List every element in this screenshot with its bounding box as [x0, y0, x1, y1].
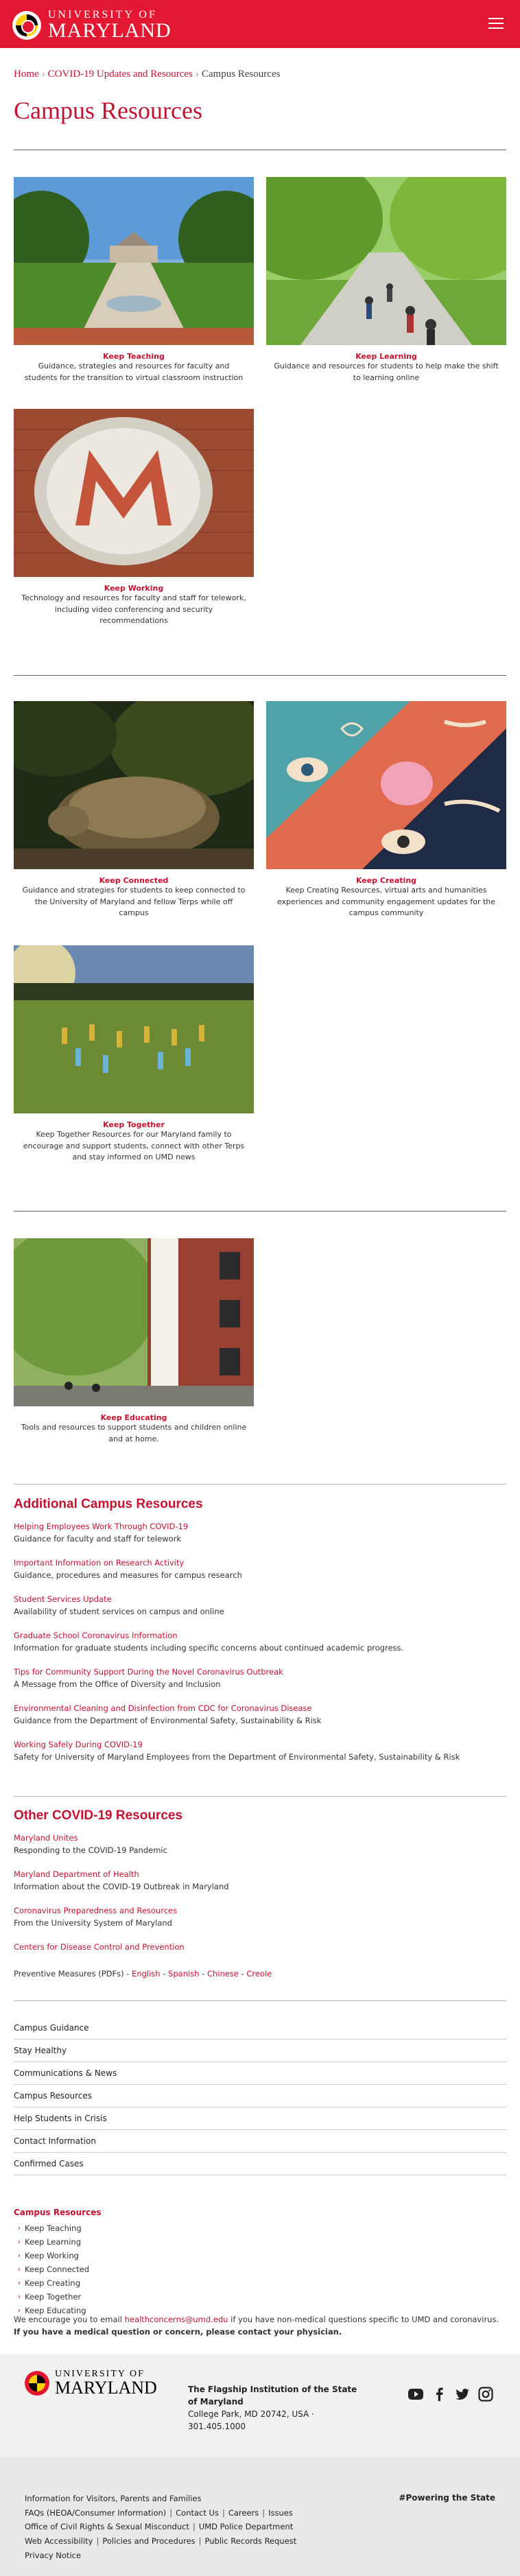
card-description: Guidance and resources for students to help make the shift to learning online — [274, 362, 499, 382]
card-keep-together[interactable] — [14, 945, 254, 1163]
footer-top — [0, 2354, 520, 2457]
card-keep-connected[interactable] — [14, 701, 254, 919]
subnav-item[interactable]: › Keep Learning — [18, 2237, 81, 2247]
instagram-icon[interactable] — [477, 2386, 494, 2402]
umd-logo[interactable] — [12, 10, 172, 41]
campus-building-image[interactable] — [14, 1238, 254, 1406]
additional-resource-item — [14, 1594, 506, 1616]
resource-description: Availability of student services on campus and online — [14, 1607, 224, 1616]
covid-nav-list — [14, 2017, 506, 2175]
breadcrumb-separator: › — [195, 69, 199, 80]
footer-link[interactable]: Contact Us — [176, 2507, 219, 2518]
other-resource-item — [14, 1906, 506, 1928]
resource-description: Information about the COVID-19 Outbreak in Maryland — [14, 1882, 229, 1891]
footer-logo[interactable]: UNIVERSITY OF MARYLAND — [25, 2370, 157, 2397]
breadcrumb — [14, 69, 280, 80]
powering-the-state: #Powering the State — [399, 2493, 495, 2503]
logo-line2: MARYLAND — [48, 19, 172, 42]
additional-resource-item — [14, 1667, 506, 1689]
email-link[interactable]: healthconcerns@umd.edu — [124, 2315, 228, 2324]
creating-illustration-image[interactable] — [266, 701, 506, 869]
card-description: Tools and resources to support students and children online and at home. — [21, 1423, 247, 1443]
campus-mall-image[interactable] — [14, 177, 254, 345]
breadcrumb-separator: › — [41, 69, 45, 80]
breadcrumb-home[interactable]: Home — [14, 69, 39, 80]
nav-item-confirmed-cases[interactable]: Confirmed Cases — [14, 2153, 506, 2175]
subnav-item[interactable]: › Keep Working — [18, 2251, 79, 2260]
chevron-right-icon: › — [18, 2279, 21, 2287]
subnav-item[interactable]: › Keep Creating — [18, 2278, 80, 2288]
umd-seal-icon — [25, 2371, 49, 2396]
logo-line1: UNIVERSITY OF — [48, 9, 157, 21]
measures-separator: - — [202, 1969, 205, 1978]
footer-link[interactable]: Careers — [228, 2507, 259, 2518]
card-title[interactable]: Keep Working — [104, 584, 164, 593]
chevron-right-icon: › — [18, 2238, 21, 2246]
resource-link[interactable]: Centers for Disease Control and Prevention — [14, 1942, 185, 1952]
card-description: Guidance and strategies for students to keep connected to the University of Maryland and fellow Terps while off campus — [22, 886, 246, 917]
card-keep-learning[interactable] — [266, 177, 506, 383]
testudo-statue-image[interactable] — [14, 701, 254, 869]
nav-item-help-students[interactable]: Help Students in Crisis — [14, 2107, 506, 2130]
footer-link[interactable]: Public Records Request — [204, 2536, 297, 2547]
resource-link[interactable]: Student Services Update — [14, 1594, 112, 1604]
card-keep-educating[interactable] — [14, 1238, 254, 1445]
other-resource-item — [14, 1869, 506, 1891]
resource-description: Responding to the COVID-19 Pandemic — [14, 1845, 167, 1855]
resource-link[interactable]: Coronavirus Preparedness and Resources — [14, 1906, 178, 1915]
brick-m-logo-image[interactable] — [14, 409, 254, 577]
additional-resource-item — [14, 1740, 506, 1762]
divider — [14, 1211, 506, 1212]
card-description: Guidance, strategies and resources for faculty and students for the transition to virtual classroom instruction — [24, 362, 244, 382]
resource-link[interactable]: Graduate School Coronavirus Information — [14, 1631, 178, 1640]
preventive-measures-label: Preventive Measures (PDFs) - — [14, 1969, 130, 1978]
nav-item-campus-guidance[interactable]: Campus Guidance — [14, 2017, 506, 2040]
breadcrumb-parent[interactable]: COVID-19 Updates and Resources — [47, 69, 193, 80]
resource-description: Guidance from the Department of Environmental Safety, Sustainability & Risk — [14, 1716, 322, 1725]
card-keep-creating[interactable] — [266, 701, 506, 919]
card-title[interactable]: Keep Together — [103, 1120, 165, 1129]
resource-link[interactable]: Helping Employees Work Through COVID-19 — [14, 1522, 189, 1531]
additional-resource-item — [14, 1703, 506, 1725]
twitter-icon[interactable] — [454, 2386, 471, 2402]
resource-link[interactable]: Working Safely During COVID-19 — [14, 1740, 143, 1749]
card-description: Keep Creating Resources, virtual arts and humanities experiences and community engagement updates for the campus community — [276, 886, 496, 917]
chevron-right-icon: › — [18, 2306, 21, 2315]
footer-link[interactable]: Issues — [268, 2507, 293, 2518]
site-header — [0, 0, 520, 48]
additional-resource-item — [14, 1522, 506, 1544]
measures-separator: - — [241, 1969, 244, 1978]
card-keep-working[interactable] — [14, 409, 254, 627]
card-description: Technology and resources for faculty and staff for telework, including video conferencing and security recommendations — [21, 593, 246, 625]
divider — [14, 675, 506, 676]
footer-link[interactable]: FAQs (HEOA/Consumer Information) — [25, 2507, 167, 2518]
facebook-icon[interactable] — [431, 2386, 447, 2402]
measures-separator: - — [163, 1969, 166, 1978]
card-title[interactable]: Keep Creating — [355, 876, 417, 885]
other-resource-item — [14, 1942, 506, 1952]
subnav-list — [18, 2221, 89, 2317]
campus-walkway-image[interactable] — [266, 177, 506, 345]
youtube-icon[interactable] — [407, 2386, 424, 2402]
card-title[interactable]: Keep Learning — [355, 352, 417, 361]
subnav-heading: Campus Resources — [14, 2208, 102, 2217]
umd-seal-icon — [12, 11, 41, 40]
measures-link-english[interactable]: English — [132, 1969, 161, 1978]
nav-item-campus-resources[interactable]: Campus Resources — [14, 2085, 506, 2107]
card-keep-teaching[interactable] — [14, 177, 254, 383]
nav-item-stay-healthy[interactable]: Stay Healthy — [14, 2040, 506, 2062]
footer-bottom — [0, 2457, 520, 2576]
card-description: Keep Together Resources for our Maryland family to encourage and support students, connect with other Terps and stay informed on UMD news — [23, 1130, 245, 1161]
footer-address: The Flagship Institution of the State of Maryland College Park, MD 20742, USA · 301.405.1000 — [188, 2385, 357, 2431]
breadcrumb-current: Campus Resources — [201, 69, 281, 80]
resource-description: From the University System of Maryland — [14, 1918, 172, 1928]
other-resource-item — [14, 1833, 506, 1855]
divider — [14, 2000, 506, 2001]
footer-link[interactable]: Office of Civil Rights & Sexual Misconduct — [25, 2522, 189, 2532]
footer-link[interactable]: Information for Visitors, Parents and Families — [25, 2494, 202, 2503]
footer-link[interactable]: Web Accessibility — [25, 2536, 93, 2547]
resource-link[interactable]: Maryland Unites — [14, 1833, 78, 1843]
divider — [14, 1484, 506, 1485]
preventive-measures — [14, 1969, 506, 1978]
resource-description: Safety for University of Maryland Employees from the Department of Environmental Safety, Sustainability & Risk — [14, 1752, 460, 1762]
card-title[interactable]: Keep Educating — [100, 1413, 167, 1422]
measures-link-chinese[interactable]: Chinese — [206, 1969, 239, 1978]
social-links — [407, 2386, 494, 2402]
resource-link[interactable]: Environmental Cleaning and Disinfection from CDC for Coronavirus Disease — [14, 1703, 312, 1713]
subnav-item[interactable]: › Keep Connected — [18, 2265, 89, 2274]
additional-resources-heading: Additional Campus Resources — [14, 1497, 203, 1511]
footer-link[interactable]: UMD Police Department — [198, 2522, 294, 2532]
subnav-item[interactable]: › Keep Together — [18, 2292, 82, 2302]
resource-link[interactable]: Tips for Community Support During the Novel Coronavirus Outbreak — [14, 1667, 283, 1677]
resource-description: A Message from the Office of Diversity and Inclusion — [14, 1679, 221, 1689]
resource-link[interactable]: Maryland Department of Health — [14, 1869, 139, 1879]
marching-band-image[interactable] — [14, 945, 254, 1113]
card-title[interactable]: Keep Teaching — [103, 352, 165, 361]
footer-links: Information for Visitors, Parents and Families FAQs (HEOA/Consumer Information) | Contact Us | Careers | Issues Office of Civil Rights & Sexual Misconduct | UMD Police Department Web Accessibility | Policies and Procedures | Public Records Request Privacy Notice — [25, 2494, 297, 2560]
other-resources-heading: Other COVID-19 Resources — [14, 1808, 183, 1823]
page-title: Campus Resources — [14, 97, 202, 124]
nav-item-contact[interactable]: Contact Information — [14, 2130, 506, 2153]
subnav-item[interactable]: › Keep Educating — [18, 2306, 86, 2315]
measures-link-creole[interactable]: Creole — [246, 1969, 272, 1978]
chevron-right-icon: › — [18, 2252, 21, 2260]
chevron-right-icon: › — [18, 2293, 21, 2301]
divider — [14, 1796, 506, 1797]
footer-link[interactable]: Policies and Procedures — [102, 2536, 196, 2547]
resource-link[interactable]: Important Information on Research Activity — [14, 1558, 185, 1568]
menu-icon[interactable] — [488, 18, 504, 30]
chevron-right-icon: › — [18, 2224, 21, 2232]
additional-resource-item — [14, 1558, 506, 1580]
contact-message: We encourage you to email healthconcerns@umd.edu if you have non-medical questions specific to UMD and coronavirus. If you have a medical question or concern, please contact your physician. — [14, 2315, 499, 2337]
resource-description: Information for graduate students including specific concerns about continued academic progress. — [14, 1643, 404, 1653]
nav-item-communications[interactable]: Communications & News — [14, 2062, 506, 2085]
card-title[interactable]: Keep Connected — [99, 876, 169, 885]
measures-link-spanish[interactable]: Spanish — [168, 1969, 200, 1978]
chevron-right-icon: › — [18, 2265, 21, 2273]
footer-link[interactable]: Privacy Notice — [25, 2550, 82, 2560]
subnav-item[interactable]: › Keep Teaching — [18, 2223, 82, 2233]
additional-resource-item — [14, 1631, 506, 1653]
resource-description: Guidance for faculty and staff for telework — [14, 1534, 181, 1544]
resource-description: Guidance, procedures and measures for campus research — [14, 1570, 242, 1580]
